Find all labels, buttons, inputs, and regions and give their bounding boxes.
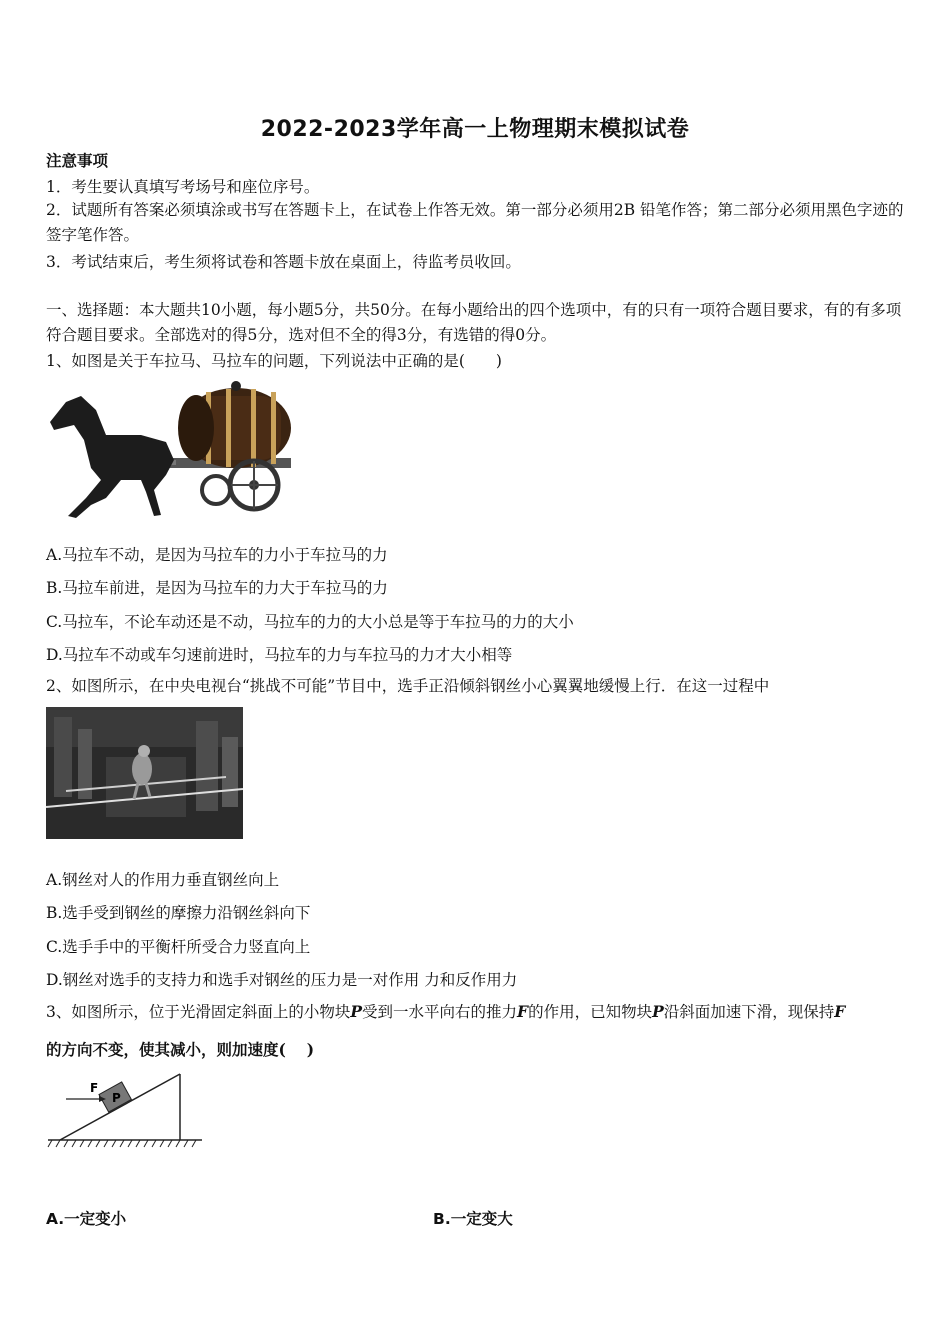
page-title: 2022-2023学年高一上物理期末模拟试卷	[260, 117, 690, 142]
q3-stem-text-1: 3、如图所示，位于光滑固定斜面上的小物块	[46, 1003, 351, 1021]
q3-stem-text-3: 的作用，已知物块	[528, 1003, 653, 1021]
q2-stem: 2、如图所示，在中央电视台“挑战不可能”节目中，选手正沿倾斜钢丝小心翼翼地缓慢上行．在这一过程中	[46, 677, 770, 695]
q3-stem-text-2: 受到一水平向右的推力	[362, 1003, 518, 1021]
q2-option-b: B.选手受到钢丝的摩擦力沿钢丝斜向下	[46, 904, 311, 922]
q2-option-a: A.钢丝对人的作用力垂直钢丝向上	[46, 871, 280, 889]
q1-option-b: B.马拉车前进，是因为马拉车的力大于车拉马的力	[46, 579, 388, 597]
q1-option-a: A.马拉车不动，是因为马拉车的力小于车拉马的力	[46, 546, 388, 564]
notice-heading: 注意事项	[46, 151, 109, 170]
q3-stem-text-4: 沿斜面加速下滑，现保持	[663, 1003, 835, 1021]
incline-figure	[46, 1072, 204, 1152]
q3-var-p-2: P	[652, 1002, 664, 1021]
block-label-p: P	[112, 1091, 121, 1105]
q1-option-d: D.马拉车不动或车匀速前进时，马拉车的力与车拉马的力才大小相等	[46, 646, 513, 664]
q3-var-f-2: F	[834, 1002, 846, 1021]
q3-var-f: F	[517, 1002, 529, 1021]
q3-stem-line2: 的方向不变，使其减小，则加速度( )	[46, 1040, 315, 1059]
force-label-f: F	[90, 1081, 99, 1095]
notice-item-2: 2．试题所有答案必须填涂或书写在答题卡上，在试卷上作答无效。第一部分必须用2B 铅笔作答；第二部分必须用黑色字迹的签字笔作答。	[46, 201, 904, 244]
horse-cart-figure	[46, 380, 296, 522]
q1-stem: 1、如图是关于车拉马、马拉车的问题，下列说法中正确的是( )	[46, 352, 502, 370]
tightrope-photo	[46, 707, 243, 839]
q2-option-c: C.选手手中的平衡杆所受合力竖直向上	[46, 938, 311, 956]
notice-item-1: 1．考生要认真填写考场号和座位序号。	[46, 178, 320, 196]
q3-option-b: B.一定变大	[433, 1210, 513, 1228]
q3-var-p: P	[350, 1002, 363, 1021]
q1-option-c: C.马拉车，不论车动还是不动，马拉车的力的大小总是等于车拉马的力的大小	[46, 613, 574, 631]
q3-stem	[46, 1002, 845, 1022]
notice-item-3: 3．考试结束后，考生须将试卷和答题卡放在桌面上，待监考员收回。	[46, 253, 521, 271]
q2-option-d: D.钢丝对选手的支持力和选手对钢丝的压力是一对作用 力和反作用力	[46, 971, 518, 989]
q3-option-a: A.一定变小	[46, 1210, 127, 1228]
section1-intro: 一、选择题：本大题共10小题，每小题5分，共50分。在每小题给出的四个选项中，有的只有一项符合题目要求，有的有多项符合题目要求。全部选对的得5分，选对但不全的得3分，有选错的得0分。	[46, 301, 902, 344]
